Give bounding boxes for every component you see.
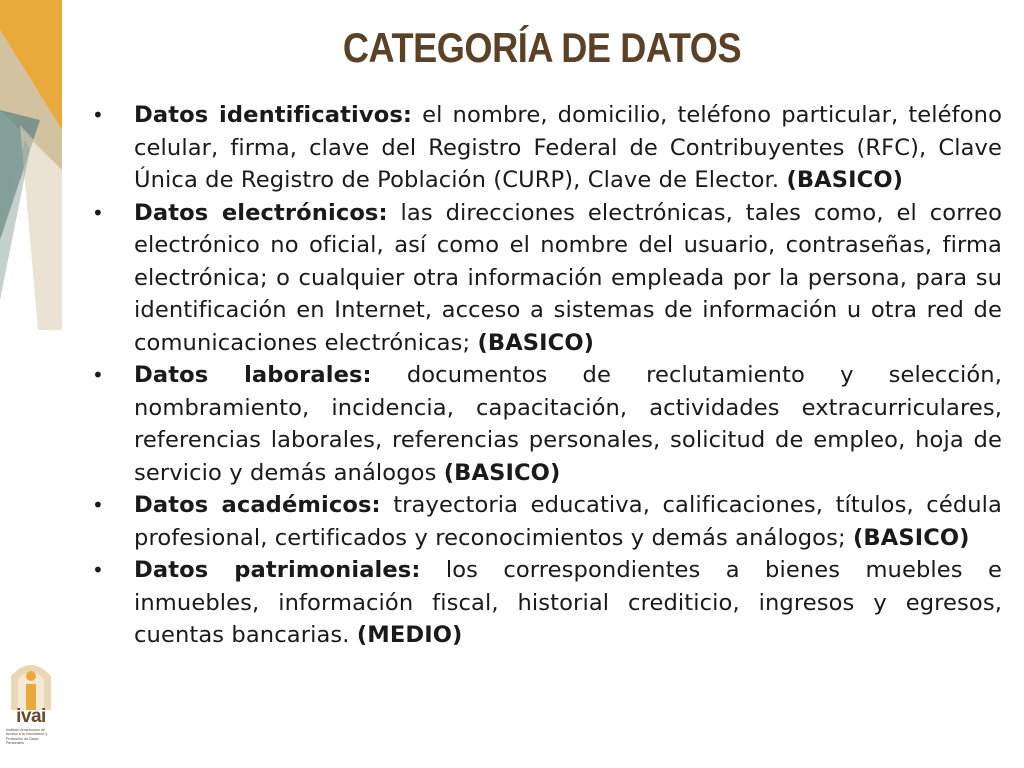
item-level: (BASICO): [477, 329, 595, 356]
item-term: Datos electrónicos:: [134, 199, 388, 226]
item-level: (BASICO): [852, 524, 970, 551]
bullet: •: [92, 103, 104, 127]
list-item: [92, 197, 1002, 360]
ivai-logo: [6, 654, 56, 754]
item-text: documentos de reclutamiento y selección, nombramiento, incidencia, capacitación, actividades extracurriculares, referencias laborales, referencias personales, solicitud de empleo, hoja de servicio y demás análogos: [134, 362, 1002, 486]
logo-wordmark: ivai: [16, 706, 46, 727]
item-term: Datos académicos:: [134, 492, 381, 518]
item-text: trayectoria educativa, calificaciones, títulos, cédula profesional, certificados y reconocimientos y demás análogos;: [134, 492, 1003, 551]
item-term: Datos patrimoniales:: [134, 557, 421, 583]
data-category-list: [92, 99, 1002, 652]
bullet: •: [92, 363, 104, 387]
list-item: [92, 554, 1002, 652]
list-item: [92, 99, 1002, 197]
item-level: (MEDIO): [356, 622, 463, 648]
logo-subtitle: Instituto Veracruzano de Acceso a la Información y Protección de Datos Personales: [6, 728, 48, 746]
bullet: •: [92, 200, 104, 225]
item-level: (BASICO): [786, 167, 904, 193]
slide-title: CATEGORÍA DE DATOS: [342, 24, 742, 71]
list-item: [92, 489, 1002, 554]
item-term: Datos laborales:: [134, 362, 372, 388]
item-text: los correspondientes a bienes muebles e inmuebles, información fiscal, historial crediticio, ingresos y egresos, cuentas bancarias.: [134, 557, 1003, 648]
list-item: [92, 359, 1002, 489]
item-text: el nombre, domicilio, teléfono particular, teléfono celular, firma, clave del Registro Federal de Contribuyentes (RFC), Clave Única de Registro de Población (CURP), Clave de Elector.: [134, 102, 1002, 193]
item-text: las direcciones electrónicas, tales como, el correo electrónico no oficial, así como el nombre del usuario, contraseñas, firma electrónica; o cualquier otra información empleada por la persona, para su identificación en Internet, acceso a sistemas de información u otra red de comunicaciones electrónicas;: [134, 199, 1003, 356]
bullet: •: [92, 493, 104, 517]
item-term: Datos identificativos:: [134, 102, 412, 128]
logo-arch-icon: [6, 654, 56, 710]
bullet: •: [92, 558, 104, 582]
item-level: (BASICO): [443, 459, 561, 486]
decorative-corner-shapes: [0, 0, 62, 330]
